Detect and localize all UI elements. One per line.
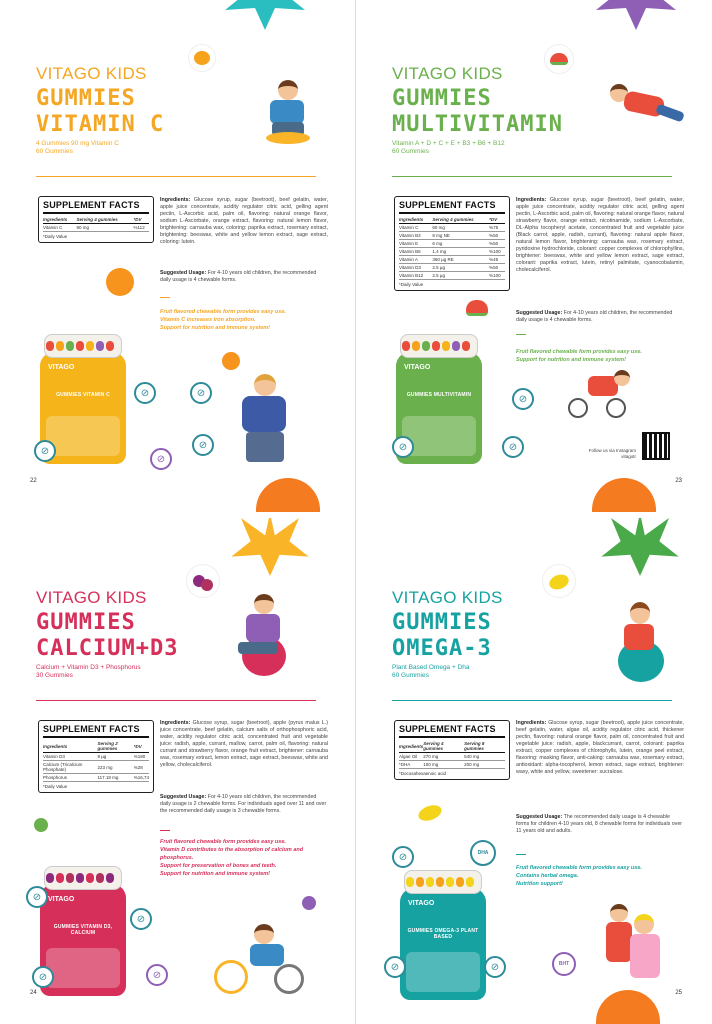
- table-cell: 9 µg: [97, 753, 133, 761]
- purple-dot-decoration: [302, 896, 316, 910]
- preservative-free-icon: ⊘: [34, 440, 56, 462]
- table-cell: 200 mg: [464, 761, 505, 769]
- claims-list: [160, 308, 330, 332]
- table-row: [399, 224, 505, 232]
- product-title: [392, 86, 563, 138]
- lactose-free-icon: ⊘: [502, 436, 524, 458]
- star-decoration: [576, 0, 696, 30]
- jar-brand-logo: VITAGO: [404, 364, 431, 371]
- no-gmo-icon: ⊘: [190, 382, 212, 404]
- ingredients-body: Glucose syrup, sugar (beetroot), apple (pyrus malus L.) juice concentrate, beef gelatin, calcium salts of orthophosphoric acid, water, acidity regulator citric acid, concentrated fruit and vegetable juice: radish, apple, currant, mallow, carrot, palm oil, flavoring: natural currant and strawberry flavor, orange fruit extract, brightener: carnauba wax, rosemary extract, lemon extract, sage extract, beeswax, white and yellow, cholecalciferol.: [160, 720, 328, 768]
- divider: [160, 830, 170, 831]
- lemon-icon: [542, 564, 576, 598]
- product-title: [392, 610, 492, 662]
- subtitle-line-2: 60 Gummies: [392, 148, 429, 155]
- table-row: [399, 272, 505, 280]
- ingredients-text: [516, 720, 684, 776]
- subtitle-line-1: 4 Gummies 90 mg Vitamin C: [36, 140, 119, 147]
- daily-value-note: *Daily Value: [399, 282, 424, 287]
- table-row: [399, 256, 505, 264]
- boy-character-illustration: [228, 592, 304, 678]
- gluten-free-icon: ⊘: [134, 382, 156, 404]
- watermelon-icon: [466, 300, 488, 316]
- table-cell: %16,74: [133, 775, 149, 780]
- table-cell: 2.5 µg: [432, 272, 489, 280]
- usage-text: [160, 270, 328, 284]
- claim-item: Fruit flavored chewable form provides easy use.: [516, 349, 642, 355]
- table-cell: Vitamin B6: [399, 248, 432, 256]
- table-cell: %50: [489, 240, 505, 248]
- table-cell: %50: [489, 264, 505, 272]
- ingredients-label: Ingredients:: [160, 197, 191, 203]
- claims-list: [160, 838, 330, 878]
- table-cell: 270 mg: [423, 753, 464, 761]
- ingredients-text: [160, 720, 328, 769]
- lemon-icon: [416, 802, 443, 823]
- ingredients-label: Ingredients:: [160, 720, 191, 726]
- supplement-facts-box: [38, 196, 154, 243]
- supplement-facts-box: [394, 720, 510, 780]
- table-cell: %45: [489, 256, 505, 264]
- table-cell: 2.5 µg: [432, 264, 489, 272]
- column-header: Serving 4 gummies: [77, 216, 134, 224]
- table-row: [43, 224, 149, 232]
- product-title: [36, 86, 164, 138]
- column-header: Serving 4 gummies: [432, 216, 489, 224]
- column-header: *DV: [134, 740, 149, 753]
- supplement-facts-box: [38, 720, 154, 793]
- table-cell: 90 mg: [77, 224, 134, 232]
- brand-name: VITAGO KIDS: [392, 64, 503, 83]
- orange-slice-icon: [188, 44, 216, 72]
- table-cell: 1.4 mg: [432, 248, 489, 256]
- title-line-2: OMEGA-3: [392, 636, 492, 661]
- usage-label: Suggested Usage:: [160, 794, 207, 800]
- table-row: [399, 761, 505, 769]
- supplement-facts-table: [399, 216, 505, 280]
- usage-text: [516, 814, 684, 835]
- page-number: 23: [675, 478, 682, 484]
- product-subtitle: [392, 664, 470, 680]
- table-cell: Vitamin A: [399, 256, 432, 264]
- jar-label: GUMMIES MULTIVITAMIN: [406, 392, 472, 398]
- supplement-facts-title: SUPPLEMENT FACTS: [43, 724, 149, 738]
- table-row: [43, 774, 149, 782]
- divider: [516, 854, 526, 855]
- product-title: [36, 610, 178, 662]
- title-line-1: GUMMIES: [392, 610, 492, 635]
- table-cell: %100: [489, 248, 505, 256]
- girl-character-illustration: [604, 602, 674, 682]
- instagram-handle[interactable]: vitagotr: [621, 454, 636, 459]
- claim-item: Contains herbal omega.: [516, 873, 579, 879]
- supplement-facts-table: [43, 216, 149, 232]
- title-line-2: CALCIUM+D3: [36, 636, 179, 661]
- claims-list: [516, 864, 686, 888]
- table-cell: %50: [489, 232, 505, 240]
- title-line-1: GUMMIES: [36, 610, 136, 635]
- subtitle-line-1: Calcium + Vitamin D3 + Phosphorus: [36, 664, 141, 671]
- subtitle-line-1: Vitamin A + D + C + E + B3 + B6 + B12: [392, 140, 505, 147]
- daily-value-note: *Daily Value: [43, 784, 68, 789]
- page-omega-3: [356, 512, 712, 1024]
- table-row: [399, 240, 505, 248]
- table-cell: 223 mg: [97, 761, 133, 774]
- sweetener-free-icon: ⊘: [150, 448, 172, 470]
- table-row: [43, 761, 149, 774]
- usage-body: For 4-10 years old children, the recommended daily usage is 4 chewable forms.: [160, 270, 317, 283]
- table-cell: 360 µg RE: [432, 256, 489, 264]
- table-cell: %100: [489, 272, 505, 280]
- star-decoration: [210, 518, 330, 576]
- ingredients-text: [160, 197, 328, 246]
- table-row: [399, 753, 505, 761]
- orange-fruit-icon: [222, 352, 240, 370]
- brand-name: VITAGO KIDS: [392, 588, 503, 607]
- table-row: [399, 264, 505, 272]
- no-gluten-icon: ⊘: [192, 434, 214, 456]
- column-header: *DV: [489, 216, 505, 224]
- orange-half-circle-decoration: [256, 478, 320, 512]
- table-cell: %75: [489, 224, 505, 232]
- table-cell: %112: [134, 224, 149, 232]
- title-line-1: GUMMIES: [392, 86, 492, 111]
- product-subtitle: [392, 140, 505, 156]
- dha-note: *Docosahexaenoic acid: [399, 771, 447, 776]
- page-vitamin-c: [0, 0, 356, 512]
- divider: [516, 334, 526, 335]
- table-cell: *DHA: [399, 761, 423, 769]
- jar-kids-artwork: [46, 416, 120, 456]
- brand-name: VITAGO KIDS: [36, 588, 147, 607]
- ingredients-body: Glucose syrup, sugar (beetroot), beef gelatin, water, apple juice concentrate, acidity regulator citric acid, gelling agent pectin, L-Ascorbic acid, palm oil, flavoring: natural orange flavor, sodium L-Ascorbate, orange extract, flavoring: natural lemon flavor, brightening: carnauba wax, coloring: paprika extract, rosemary extract, brightening: beeswax, white and yellow lemon extract, sage extract, coloring: lutein.: [160, 197, 328, 245]
- orange-half-circle-decoration: [592, 478, 656, 512]
- divider: [36, 700, 316, 701]
- usage-label: Suggested Usage:: [160, 270, 207, 276]
- claim-item: Vitamin C increases iron absorption.: [160, 317, 256, 323]
- claim-item: Fruit flavored chewable form provides easy use.: [160, 309, 286, 315]
- table-cell: 60 mg: [432, 224, 489, 232]
- ingredients-text: [516, 197, 684, 274]
- brand-name: VITAGO KIDS: [36, 64, 147, 83]
- boy-character-illustration: [232, 374, 296, 478]
- divider: [392, 700, 672, 701]
- jar-brand-logo: VITAGO: [48, 896, 75, 903]
- dha-badge-icon: DHA: [470, 840, 496, 866]
- table-cell: Vitamin D3: [43, 753, 97, 761]
- page-calcium-d3: [0, 512, 356, 1024]
- title-line-2: MULTIVITAMIN: [392, 112, 563, 137]
- supplement-facts-title: SUPPLEMENT FACTS: [399, 200, 505, 214]
- claim-item: Fruit flavored chewable form provides easy use.: [160, 839, 286, 845]
- column-header: Ingredients: [399, 740, 423, 753]
- jar-lid: [400, 334, 478, 358]
- supplement-facts-table: [399, 740, 505, 769]
- table-row: [399, 248, 505, 256]
- watermelon-icon: [544, 44, 574, 74]
- claim-item: Fruit flavored chewable form provides easy use.: [516, 865, 642, 871]
- claim-item: Support for nutrition and immune system!: [160, 325, 271, 331]
- page-number: 22: [30, 478, 37, 484]
- subtitle-line-2: 60 Gummies: [36, 148, 73, 155]
- claim-item: Support for nutrition and immune system!: [516, 357, 627, 363]
- ingredients-body: Glucose syrup, sugar (beetroot), apple juice concentrate, beef gelatin, water, algae oil, acidity regulator citric acid, thickener pectin, flavoring: natural orange flavor, palm oil, concentrated fruit and vegetable juice: radish, apple, blackcurrant, carrot, colorant: paprika extract, copper complexes of chlorophylls, lutein, orange peel extract, flavoring: masking flavor, anti-caking: carnauba wax, rosemary extract, antioxidant: alpha-tocopherol, lemon extract, sage extract, brightener: waxy, white and yellow, sweetener: sucralose.: [516, 720, 684, 775]
- title-line-1: GUMMIES: [36, 86, 136, 111]
- table-cell: Vitamin D3: [399, 264, 432, 272]
- sweetener-free-icon: ⊘: [146, 964, 168, 986]
- instagram-follow-text: [566, 448, 636, 460]
- preservative-free-icon: ⊘: [32, 966, 54, 988]
- jar-label: GUMMIES VITAMIN C: [56, 392, 110, 398]
- gluten-free-icon: ⊘: [392, 846, 414, 868]
- table-row: [399, 232, 505, 240]
- page-number: 24: [30, 990, 37, 996]
- follow-label: Follow us via Instagram: [588, 448, 636, 453]
- boy-character-illustration: [262, 78, 312, 148]
- divider: [160, 297, 170, 298]
- ingredients-body: Glucose syrup, sugar (beetroot), beef gelatin, water, apple juice concentrate, acidity regulator citric acid, gelling agent pectin, L-Ascorbic acid, palm oil, flavoring: natural orange flavor, natural strawberry flavor, orange extract, nicotinamide, sodium L-Ascorbate, DL-Alpha tocopheryl acetate, concentrated fruit and vegetable juice (Black carrot, apple, radish, currant), flavoring: natural apple flavor, natural lemon flavor, brightening: carnauba wax, rosemary extract, pyridoxine hydrochloride, colorant: copper complexes of chlorophyllins, brightener: beeswax, white and yellow lemon extract, sage extract, colorant: paprika extract, lutein, retinyl palmitate, cyanocobalamin, cholecalciferol.: [516, 197, 684, 273]
- ingredients-label: Ingredients:: [516, 720, 547, 726]
- usage-text: [516, 310, 684, 324]
- table-cell: 540 mg: [464, 753, 505, 761]
- column-header: Ingredients: [43, 740, 97, 753]
- girl-on-bicycle-illustration: [566, 368, 646, 428]
- lactose-free-icon: ⊘: [130, 908, 152, 930]
- green-dot-decoration: [34, 818, 48, 832]
- claim-item: Support for nutrition and immune system!: [160, 871, 271, 877]
- supplement-facts-box: [394, 196, 510, 291]
- column-header: Serving 4 gummies: [423, 740, 464, 753]
- boy-on-bicycle-illustration: [214, 924, 314, 1004]
- lactose-free-icon: ⊘: [484, 956, 506, 978]
- table-cell: %180: [134, 753, 149, 761]
- orange-fruit-icon: [106, 268, 134, 296]
- table-cell: Vitamin B12: [399, 272, 432, 280]
- table-cell: 100 mg: [423, 761, 464, 769]
- claim-item: Nutrition support!: [516, 881, 563, 887]
- table-cell: %28: [134, 761, 149, 774]
- column-header: *DV: [134, 216, 149, 224]
- page-number: 25: [675, 990, 682, 996]
- divider: [36, 176, 316, 177]
- column-header: Ingredients: [43, 216, 77, 224]
- table-cell: 117.18 mg: [97, 774, 133, 782]
- claim-item: Support for preservation of bones and teeth.: [160, 863, 277, 869]
- usage-body: For 4-10 years old children, the recommended daily usage is 4 chewable forms.: [516, 310, 673, 323]
- supplement-facts-title: SUPPLEMENT FACTS: [43, 200, 149, 214]
- supplement-facts-title: SUPPLEMENT FACTS: [399, 724, 505, 738]
- column-header: Ingredients: [399, 216, 432, 224]
- title-line-2: VITAMIN C: [36, 112, 165, 137]
- preservative-free-icon: ⊘: [384, 956, 406, 978]
- table-cell: Vitamin E: [399, 240, 432, 248]
- table-cell: Phosphorus: [43, 774, 97, 782]
- column-header: Serving 8 gummies: [464, 740, 505, 753]
- qr-code-icon[interactable]: [642, 432, 670, 460]
- usage-text: [160, 794, 328, 815]
- jar-label: GUMMIES VITAMIN D3, CALCIUM: [53, 924, 113, 936]
- table-cell: 6 mg: [432, 240, 489, 248]
- table-cell: Vitamin C: [399, 224, 432, 232]
- claim-item: Vitamin D contributes to the absorption of calcium and phosphorus.: [160, 847, 304, 861]
- usage-body: The recommended daily usage is 4 chewable forms for children 4-10 years old, 8 chewable forms for individuals over 11 years old and adults.: [516, 814, 683, 834]
- jar-lid: [44, 334, 122, 358]
- table-cell: Vitamin B3: [399, 232, 432, 240]
- subtitle-line-1: Plant Based Omega + Dha: [392, 664, 470, 671]
- subtitle-line-2: 30 Gummies: [36, 672, 73, 679]
- claims-list: [516, 348, 686, 364]
- page-multivitamin: [356, 0, 712, 512]
- table-row: [43, 753, 149, 761]
- girl-character-illustration: [604, 80, 688, 140]
- daily-value-note: *Daily Value: [43, 234, 68, 239]
- product-jar: [400, 888, 486, 1000]
- jar-kids-artwork: [46, 948, 120, 988]
- gluten-free-icon: ⊘: [512, 388, 534, 410]
- usage-label: Suggested Usage:: [516, 814, 563, 820]
- usage-label: Suggested Usage:: [516, 310, 563, 316]
- table-cell: 8 mg NE: [432, 232, 489, 240]
- berries-icon: [186, 564, 220, 598]
- usage-body: For 4-10 years old children, the recommended daily usage is 2 chewable forms. For individuals aged over 11 and over the recommended daily usage is 3 chewable forms.: [160, 794, 327, 814]
- jar-kids-artwork: [406, 952, 480, 992]
- jar-lid: [404, 870, 482, 894]
- jar-brand-logo: VITAGO: [408, 900, 435, 907]
- supplement-facts-table: [43, 740, 149, 782]
- star-decoration: [580, 518, 700, 576]
- jar-brand-logo: VITAGO: [48, 364, 75, 371]
- table-cell: Vitamin C: [43, 224, 77, 232]
- ingredients-label: Ingredients:: [516, 197, 547, 203]
- column-header: Serving 2 gummies: [97, 740, 133, 753]
- star-decoration: [205, 0, 325, 30]
- preservative-free-icon: ⊘: [392, 436, 414, 458]
- divider: [392, 176, 672, 177]
- product-subtitle: [36, 664, 141, 680]
- jar-label: GUMMIES OMEGA-3 PLANT BASED: [407, 928, 479, 940]
- subtitle-line-2: 60 Gummies: [392, 672, 429, 679]
- table-cell: Calcium (Tricalcium Phosphate): [43, 761, 97, 774]
- gluten-free-icon: ⊘: [26, 886, 48, 908]
- table-cell: Algae Oil: [399, 753, 423, 761]
- bht-free-icon: BHT: [552, 952, 576, 976]
- jar-lid: [44, 866, 122, 890]
- product-subtitle: [36, 140, 119, 156]
